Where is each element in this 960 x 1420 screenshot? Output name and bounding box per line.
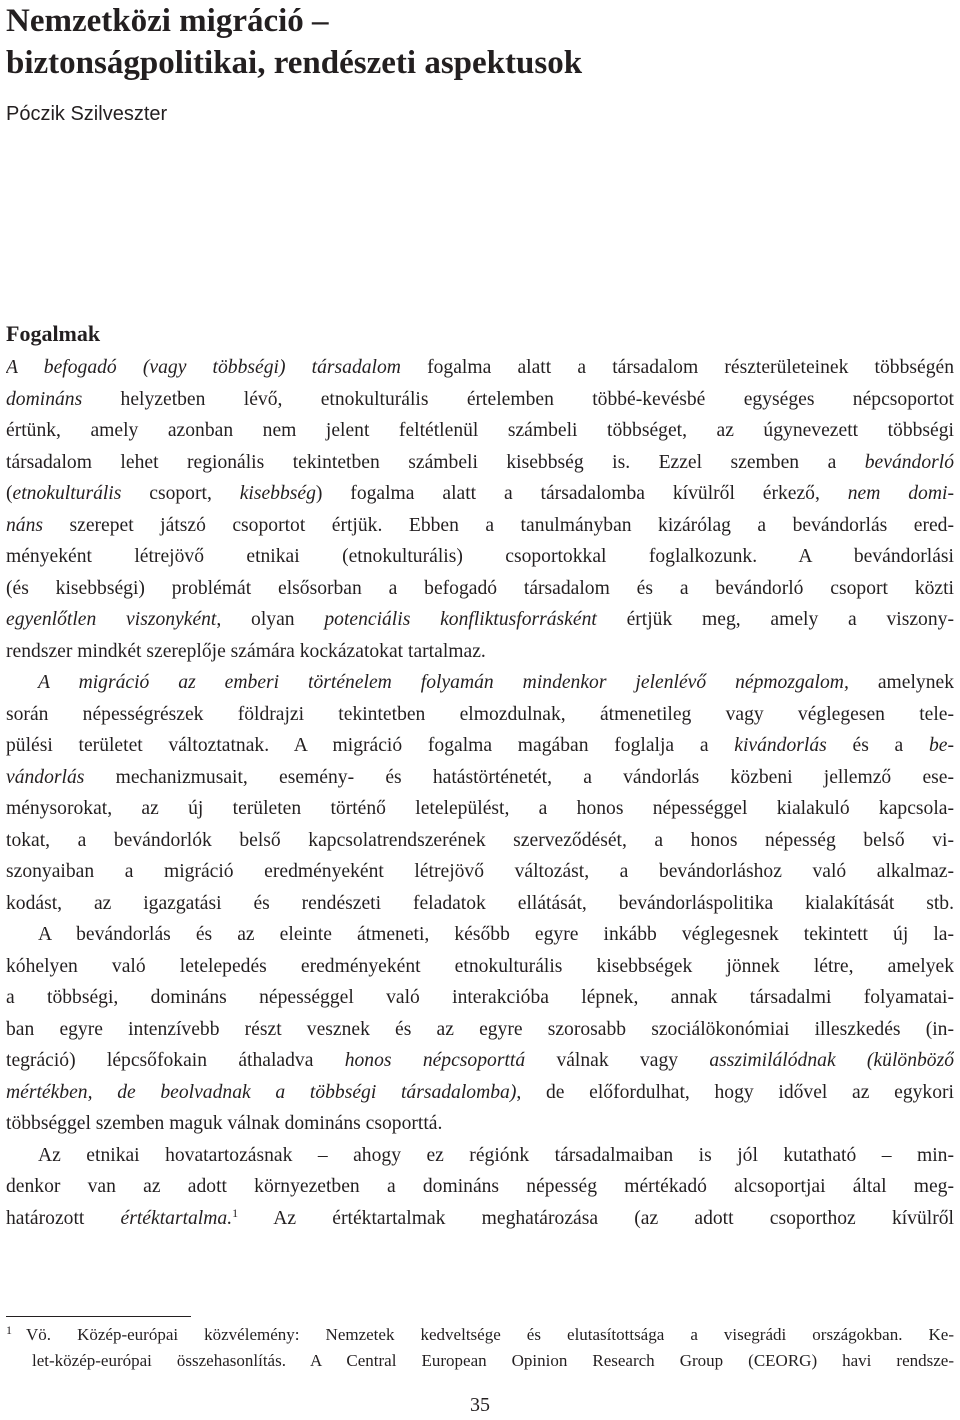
body-line: szonyaiban a migráció eredményeként létrejövő változást, a bevándorláshoz való alkalmaz- bbox=[6, 861, 954, 882]
section-heading: Fogalmak bbox=[6, 321, 101, 346]
text-run: ) fogalma alatt a társadalomba kívülről érkező, bbox=[315, 483, 848, 504]
italic-term: be- bbox=[928, 735, 954, 756]
body-line: értünk, amely azonban nem jelent feltétlenül számbeli többséget, az úgynevezett többségi bbox=[6, 420, 954, 441]
body-line: során népességrészek földrajzi tekintetben elmozdulnak, átmenetileg vagy véglegesen tele- bbox=[6, 703, 954, 725]
text-run: válnak vagy bbox=[525, 1050, 710, 1071]
text-run: Az értéktartalmak meghatározása (az adott csoporthoz kívülről bbox=[238, 1207, 954, 1229]
body-line bbox=[6, 604, 954, 636]
title-line-2: biztonságpolitikai, rendészeti aspektusok bbox=[6, 45, 583, 81]
body-line bbox=[6, 478, 954, 510]
italic-term: A befogadó (vagy többségi) társadalom bbox=[6, 357, 401, 378]
body-line bbox=[6, 1077, 954, 1109]
footnote-text: Vö. Közép-európai közvélemény: Nemzetek kedveltsége és elutasítottsága a visegrádi országokban. Ke- bbox=[26, 1325, 954, 1344]
author-name: Póczik Szilveszter bbox=[6, 103, 168, 125]
text-run: csoport, bbox=[121, 483, 240, 504]
text-run: értjük meg, amely a viszony- bbox=[596, 609, 954, 630]
body-line: denkor van az adott környezetben a domináns népesség mértékadó alcsoportjai által meg- bbox=[6, 1176, 954, 1197]
italic-term: náns bbox=[6, 514, 44, 536]
italic-term: bevándorló bbox=[864, 451, 954, 473]
body-line: Az etnikai hovatartozásnak – ahogy ez régiónk társadalmaiban is jól kutatható – min- bbox=[38, 1144, 954, 1166]
text-run: társadalom lehet regionális tekintetben számbeli kisebbség is. Ezzel szemben a bbox=[6, 451, 865, 473]
text-run: amelynek bbox=[848, 672, 954, 693]
italic-term: mértékben, de beolvadnak a többségi társadalomba) bbox=[6, 1081, 517, 1103]
italic-term: honos népcsoporttá bbox=[344, 1050, 526, 1071]
footnote-line: 1 Vö. Közép-európai közvélemény: Nemzetek kedveltsége és elutasítottsága a visegrádi országokban. Ke- bbox=[6, 1323, 954, 1344]
italic-term: egyenlőtlen viszonyként bbox=[6, 609, 217, 630]
article-title bbox=[6, 0, 582, 84]
text-run: és a bbox=[826, 735, 929, 756]
footnote-line: let-közép-európai összehasonlítás. A Central European Opinion Research Group (CEORG) havi rendsze- bbox=[32, 1351, 954, 1370]
italic-term: kivándorlás bbox=[734, 735, 827, 756]
body-line bbox=[6, 667, 954, 699]
body-line: rendszer mindkét szereplője számára kockázatokat tartalmaz. bbox=[6, 640, 486, 662]
text-run: mechanizmusait, esemény- és hatástörténetét, a vándorlás közbeni jellemző ese- bbox=[84, 766, 954, 788]
text-run: tegráció) lépcsőfokain áthaladva bbox=[6, 1050, 345, 1071]
footnote-divider bbox=[6, 1316, 191, 1317]
body-text bbox=[6, 352, 954, 1234]
body-line: A bevándorlás és az eleinte átmeneti, később egyre inkább véglegesnek tekintett új la- bbox=[38, 924, 954, 945]
body-line bbox=[6, 510, 954, 542]
body-line bbox=[6, 730, 954, 762]
italic-term: kisebbség bbox=[239, 483, 316, 504]
page-number: 35 bbox=[470, 1394, 490, 1416]
italic-term: A migráció az emberi történelem folyamán mindenkor jelenlévő népmozgalom, bbox=[38, 672, 849, 693]
body-line bbox=[6, 352, 954, 384]
body-line bbox=[6, 1203, 954, 1235]
body-line: ményeként létrejövő etnikai (etnokulturális) csoportokkal foglalkozunk. A bevándorlási bbox=[6, 546, 954, 567]
body-line: ménysorokat, az új területen történő letelepülést, a honos népességgel kialakuló kapcsola- bbox=[6, 798, 954, 819]
body-line: tokat, a bevándorlók belső kapcsolatrendszerének szerveződését, a honos népesség belső vi- bbox=[6, 829, 954, 851]
italic-term: asszimilálódnak (különböző bbox=[709, 1050, 954, 1071]
text-run: határozott bbox=[6, 1207, 121, 1229]
title-line-1: Nemzetközi migráció – bbox=[6, 3, 329, 39]
body-line: a többségi, domináns népességgel való interakcióba lépnek, annak társadalmi folyamatai- bbox=[6, 987, 954, 1008]
text-run: pülési területet változtatnak. A migráció fogalma magában foglalja a bbox=[6, 735, 735, 756]
body-line bbox=[6, 1045, 954, 1077]
text-run: helyzetben lévő, etnokulturális értelemben többé-kevésbé egységes népcsoportot bbox=[82, 388, 954, 410]
italic-term: potenciális konfliktusforrásként bbox=[324, 609, 597, 630]
italic-term: vándorlás bbox=[6, 766, 85, 788]
footnote bbox=[6, 1322, 954, 1374]
body-line: kóhelyen való letelepedés eredményeként etnokulturális kisebbségek jönnek létre, amelyek bbox=[6, 955, 954, 977]
italic-term: nem domi- bbox=[847, 483, 954, 504]
body-line bbox=[6, 384, 954, 416]
footnote-reference[interactable]: 1 bbox=[232, 1205, 239, 1220]
text-run: ( bbox=[6, 483, 13, 504]
italic-term: domináns bbox=[6, 388, 83, 410]
text-run: fogalma alatt a társadalom részterületeinek többségén bbox=[400, 357, 954, 378]
text-run: szerepet játszó csoportot értjük. Ebben a tanulmányban kizárólag a bevándorlás ered- bbox=[43, 514, 954, 536]
text-run: , olyan bbox=[216, 609, 325, 630]
italic-term: értéktartalma. bbox=[120, 1207, 233, 1229]
body-line: (és kisebbségi) problémát elsősorban a befogadó társadalom és a bevándorló csoport közti bbox=[6, 577, 954, 599]
body-line: többséggel szemben maguk válnak domináns csoporttá. bbox=[6, 1113, 443, 1134]
text-run: , de előfordulhat, hogy idővel az egykori bbox=[516, 1081, 954, 1103]
body-line: ban egyre intenzívebb részt vesznek és az egyre szorosabb szociálökonómiai illeszkedés (in- bbox=[6, 1018, 954, 1040]
body-line: kodást, az igazgatási és rendészeti feladatok ellátását, bevándorláspolitika kialakítását stb. bbox=[6, 892, 954, 914]
italic-term: etnokulturális bbox=[12, 483, 122, 504]
body-line bbox=[6, 447, 954, 479]
body-line bbox=[6, 762, 954, 794]
